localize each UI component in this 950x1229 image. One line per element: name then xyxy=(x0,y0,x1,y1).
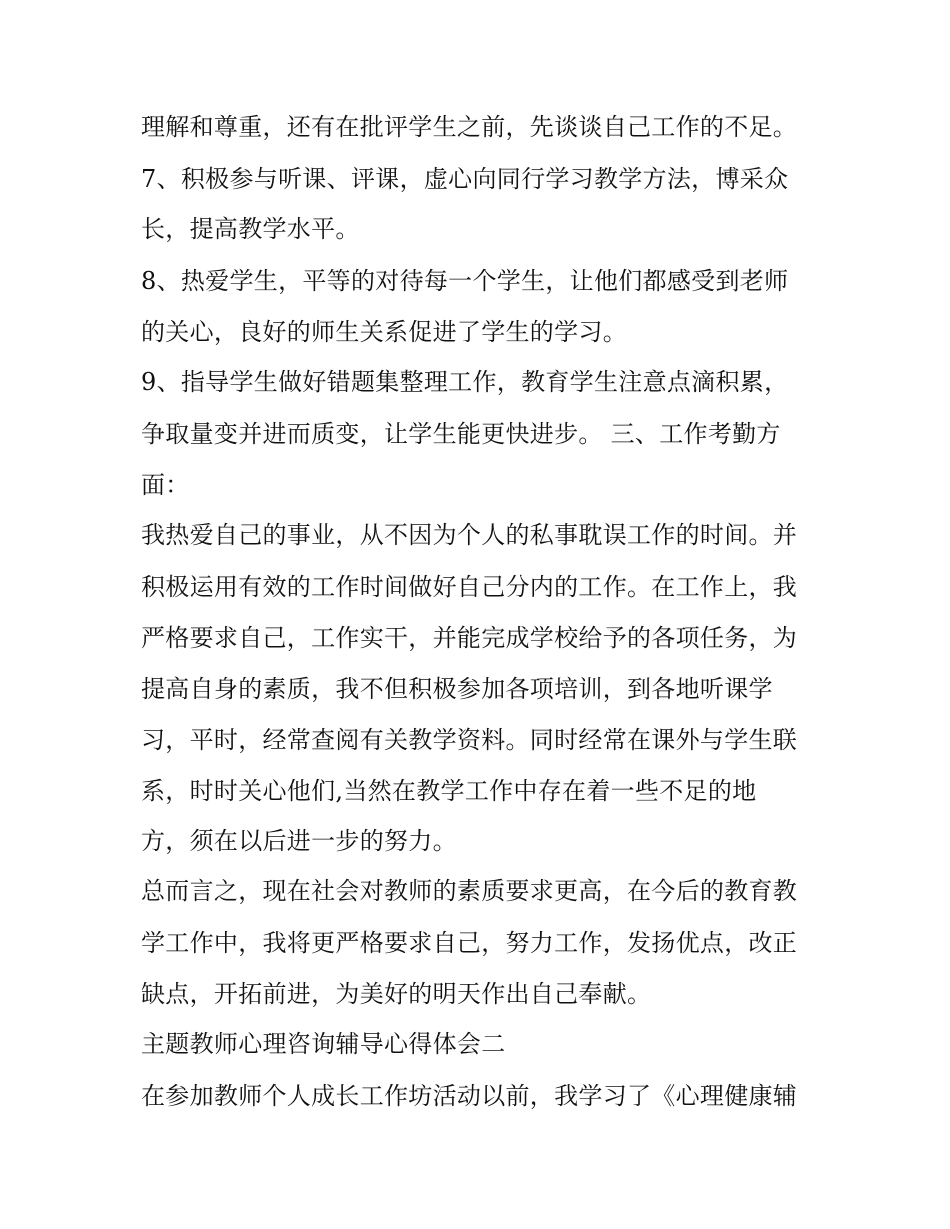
text-line: 8、热爱学生，平等的对待每一个学生，让他们都感受到老师 xyxy=(141,267,789,295)
text-line: 我热爱自己的事业，从不因为个人的私事耽误工作的时间。并 xyxy=(141,521,798,549)
text-line: 提高自身的素质，我不但积极参加各项培训，到各地听课学 xyxy=(141,675,773,703)
text-line: 严格要求自己，工作实干，并能完成学校给予的各项任务，为 xyxy=(141,624,798,652)
text-line: 9、指导学生做好错题集整理工作，教育学生注意点滴积累， xyxy=(141,368,789,396)
text-line: 7、积极参与听课、评课，虚心向同行学习教学方法，博采众 xyxy=(141,165,789,193)
text-line: 面： xyxy=(141,471,190,499)
text-line: 缺点，开拓前进，为美好的明天作出自己奉献。 xyxy=(141,980,652,1008)
text-line: 的关心，良好的师生关系促进了学生的学习。 xyxy=(141,318,627,346)
text-line: 学工作中，我将更严格要求自己，努力工作，发扬优点，改正 xyxy=(141,929,798,957)
text-line: 习，平时，经常查阅有关教学资料。同时经常在课外与学生联 xyxy=(141,726,798,754)
text-line: 争取量变并进而质变，让学生能更快进步。 三、工作考勤方 xyxy=(141,420,781,448)
text-line: 长，提高教学水平。 xyxy=(141,215,360,243)
text-line: 系，时时关心他们,当然在教学工作中存在着一些不足的地 xyxy=(141,777,757,805)
text-line: 积极运用有效的工作时间做好自己分内的工作。在工作上，我 xyxy=(141,573,798,601)
text-line: 总而言之，现在社会对教师的素质要求更高，在今后的教育教 xyxy=(141,877,798,905)
text-line: 理解和尊重，还有在批评学生之前，先谈谈自己工作的不足。 xyxy=(141,113,798,141)
section-heading: 主题教师心理咨询辅导心得体会二 xyxy=(141,1030,506,1058)
text-line: 方，须在以后进一步的努力。 xyxy=(141,827,457,855)
text-line: 在参加教师个人成长工作坊活动以前，我学习了《心理健康辅 xyxy=(141,1082,798,1110)
